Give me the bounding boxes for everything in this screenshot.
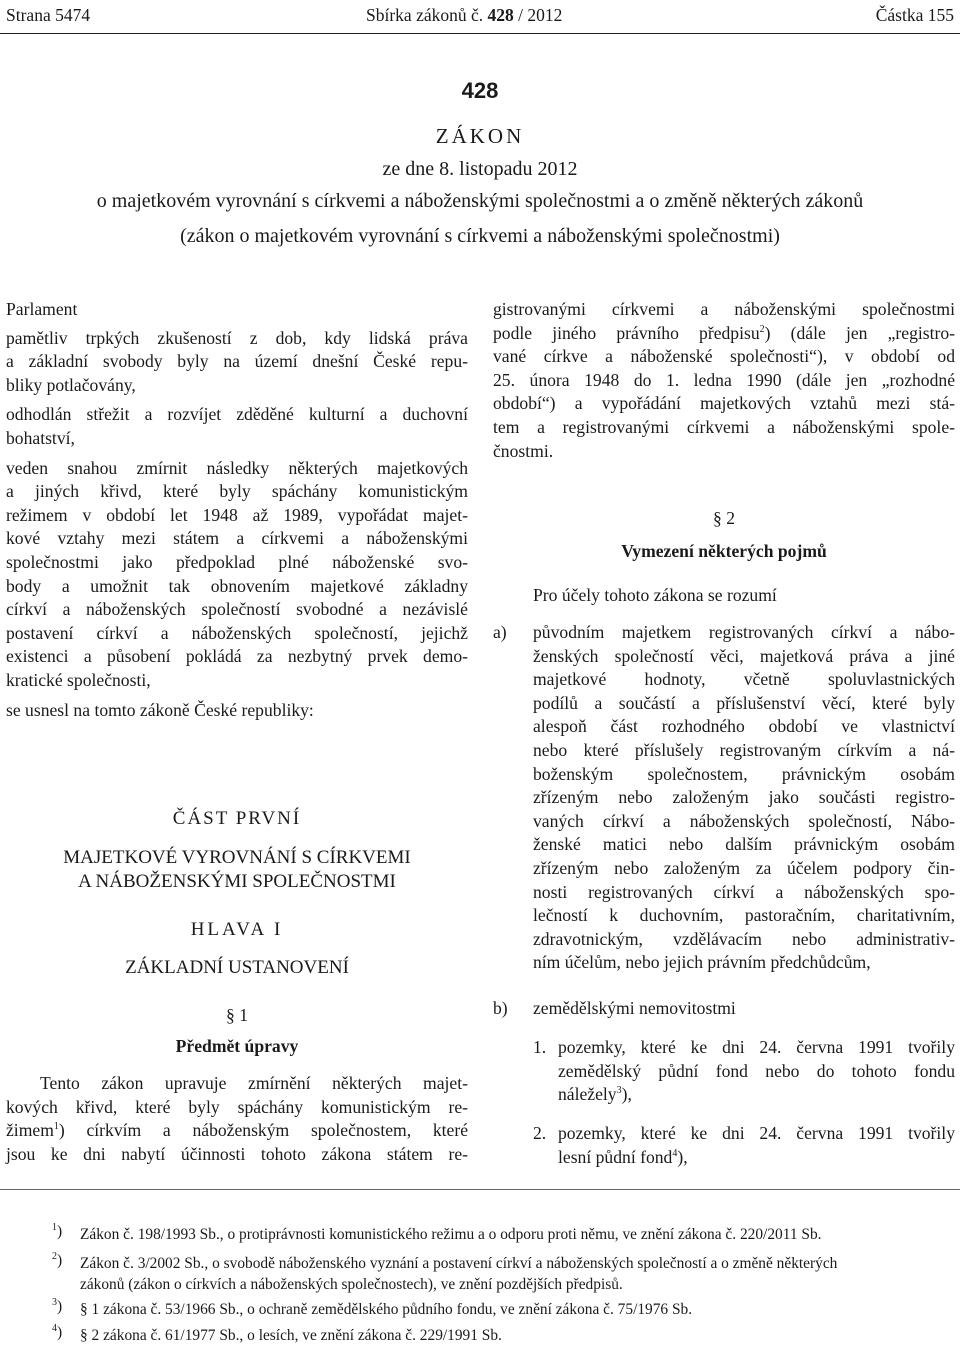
law-kind: ZÁKON — [435, 124, 525, 148]
item-a-label: a) — [493, 622, 507, 642]
text-line: čnostmi. — [493, 440, 554, 461]
collection-prefix: Sbírka zákonů č. — [366, 5, 484, 25]
text-line: alespoň část rozhodného období ve vlastnictví — [533, 716, 955, 737]
text-line: společnostmi jako předpoklad plné náboženské svo- — [6, 551, 468, 572]
text-line: období“) a vypořádání majetkových vztahů mezi stá- — [493, 393, 955, 414]
text-line: zřízeným nebo založeným za účelem podpory čin- — [533, 857, 955, 878]
text-line: původním majetkem registrovaných církví a nábo- — [533, 622, 955, 642]
header-rule — [0, 33, 960, 34]
text-line: 25. února 1948 do 1. ledna 1990 (dále jen „rozhodné — [493, 369, 955, 390]
footnote-text — [80, 1325, 502, 1346]
text-line: zřízeným nebo založeným jako součásti registro- — [533, 787, 955, 808]
footnote-ref-text: Zákon č. 3/2002 Sb., — [80, 1255, 209, 1272]
left-column — [6, 298, 468, 722]
footnote-ref-text: Zákon č. 198/1993 Sb., — [80, 1226, 224, 1243]
text-line: vaných církví a náboženských společností, Nábo- — [533, 810, 955, 831]
text-fragment: žimem — [6, 1120, 54, 1141]
text-line: a základní svobody byly na území dnešní České repu- — [6, 351, 468, 372]
text-line: pamětliv trpkých zkušeností z dob, kdy lidská práva — [6, 327, 468, 348]
text-line: ženských společností věci, majetková práva a jiné — [533, 645, 955, 666]
text-line: a jiných křivd, které byly spáchány komunistickým — [6, 481, 468, 502]
text-line: body a umožnit tak obnovením majetkové základny — [6, 575, 468, 596]
footnote-number: 3 — [52, 1296, 57, 1308]
text-line: církví a náboženských společností svobodné a nezávislé — [6, 599, 468, 620]
collection-year: / 2012 — [518, 5, 563, 25]
preamble-para-3 — [6, 457, 468, 693]
law-date: ze dne 8. listopadu 2012 — [382, 158, 578, 180]
footnote-ref-text: § 1 zákona č. 53/1966 Sb., — [80, 1301, 244, 1318]
footnote-body: o svobodě náboženského vyznání a postavení církví a náboženských společností a o změně některých — [212, 1255, 838, 1272]
text-line: majetkové hodnoty, včetně spoluvlastnických — [533, 669, 955, 690]
text-line: jsou ke dni nabytí účinnosti tohoto zákona státem re- — [6, 1143, 468, 1164]
footnote-ref: 3 — [616, 1085, 622, 1097]
law-number: 428 — [461, 78, 499, 103]
text-line — [493, 322, 955, 346]
text-line: bliky potlačovány, — [6, 374, 136, 395]
footnote-ref: 2 — [759, 323, 765, 335]
footnote-body: o ochraně zemědělského půdního fondu, ve znění zákona č. 75/1976 Sb. — [247, 1301, 693, 1318]
footnote-ref-text: § 2 zákona č. 61/1977 Sb., — [80, 1327, 244, 1344]
item-a-text — [533, 621, 955, 975]
section-1-title: Předmět úpravy — [175, 1036, 299, 1056]
text-line: boženským společnostem, právnickým osobám — [533, 763, 955, 784]
text-line: pozemky, které ke dni 24. června 1991 tvořily — [558, 1037, 955, 1057]
text-line: kových křivd, které byly spáchány komunistickým re- — [6, 1096, 468, 1117]
item-a — [493, 621, 955, 991]
text-line: postavení církví a náboženských společností, jejichž — [6, 622, 468, 643]
text-fragment: ) církvím a náboženským společnostem, které — [58, 1120, 468, 1141]
text-line: lečností k duchovním, pastoračním, charitativním, — [533, 905, 955, 926]
footnote-number: 4 — [52, 1322, 57, 1334]
section-2-title: Vymezení některých pojmů — [621, 541, 827, 561]
text-line: vané církve a náboženské společnosti“), v období od — [493, 346, 955, 367]
text-fragment: náležely — [558, 1084, 617, 1105]
section-1-text — [6, 1072, 468, 1166]
footnote-number: 1 — [52, 1221, 57, 1233]
collection-title — [366, 5, 562, 26]
text-line: odhodlán střežit a rozvíjet zděděné kulturní a duchovní — [6, 404, 468, 425]
text-fragment: ) (dále jen „registro- — [764, 322, 956, 343]
law-title: o majetkovém vyrovnání s církvemi a náboženskými společnostmi a o změně některých zákonů — [96, 190, 864, 212]
text-line: ženské matici nebo dalším právnickým osobám — [533, 834, 955, 855]
footnote-mark: $^4$) — [52, 1322, 63, 1341]
text-line: režimem v období let 1948 až 1989, vypořádat majet- — [6, 504, 468, 525]
footnote-number: 2 — [52, 1250, 57, 1262]
text-line: zemědělský půdní fond nebo do tohoto fondu — [558, 1060, 955, 1081]
subitem-1-label: 1. — [533, 1037, 547, 1057]
part-title — [6, 846, 468, 894]
head-heading: HLAVA I — [190, 919, 284, 940]
footnote-body-line2: zákonů (zákon o církvích a náboženských společnostech), ve znění pozdějších předpisů. — [80, 1276, 623, 1293]
part-title-line: MAJETKOVÉ VYROVNÁNÍ S CÍRKVEMI — [63, 847, 411, 868]
text-line: existenci a působení pokládá za nezbytný prvek demo- — [6, 646, 468, 667]
part-number: Částka 155 — [875, 5, 954, 25]
preamble-para-1 — [6, 327, 468, 398]
section-2-mark: § 2 — [713, 508, 735, 528]
text-line: veden snahou zmírnit následky některých majetkových — [6, 457, 468, 478]
text-fragment: lesní půdní fond — [558, 1146, 673, 1167]
subitem-2 — [533, 1122, 955, 1174]
text-fragment: ), — [621, 1084, 632, 1105]
footnote-rule — [0, 1189, 960, 1190]
footnote-text — [80, 1253, 837, 1274]
footnote-text — [80, 1299, 692, 1320]
text-line: Tento zákon upravuje zmírnění některých majet- — [40, 1073, 468, 1093]
text-line: bohatství, — [6, 427, 75, 448]
law-short-title: (zákon o majetkovém vyrovnání s církvemi a náboženskými společnostmi) — [180, 225, 780, 247]
footnote-ref: 1 — [53, 1121, 59, 1133]
footnote-text — [80, 1224, 821, 1245]
subitem-2-text — [558, 1122, 955, 1169]
text-line — [6, 1119, 468, 1143]
enacting-formula: se usnesl na tomto zákoně České republiky: — [6, 699, 314, 720]
text-line: gistrovanými církvemi a náboženskými společnostmi — [493, 299, 955, 319]
text-line — [558, 1146, 955, 1170]
text-line — [558, 1083, 955, 1107]
text-fragment: ), — [677, 1146, 688, 1167]
text-line: podílů a součástí a příslušenství věcí, které byly — [533, 692, 955, 713]
text-line: tem a registrovanými církvemi a náboženskými spole- — [493, 416, 955, 437]
subitem-1-text — [558, 1036, 955, 1107]
text-line: ním účelům, nebo jejich právním předchůdcům, — [533, 952, 871, 973]
text-line: pozemky, které ke dni 24. června 1991 tvořily — [558, 1123, 955, 1143]
text-line: zdravotnickým, vzdělávacím nebo administrativ- — [533, 928, 955, 949]
part-title-line: A NÁBOŽENSKÝMI SPOLEČNOSTMI — [78, 871, 396, 892]
subitem-2-label: 2. — [533, 1123, 547, 1143]
text-line: kové vztahy mezi státem a církvemi a náboženskými — [6, 528, 468, 549]
right-column-continuation — [493, 298, 955, 463]
item-b — [493, 997, 955, 1023]
footnote-body: o protiprávnosti komunistického režimu a o odporu proti němu, ve znění zákona č. 220/2011 Sb. — [227, 1226, 822, 1243]
preamble-para-2 — [6, 403, 468, 450]
section-1-mark: § 1 — [226, 1005, 248, 1025]
text-line: kratické společnosti, — [6, 669, 151, 690]
footnote-mark: $^2$) — [52, 1250, 63, 1269]
text-fragment: podle jiného právního předpisu — [493, 322, 760, 343]
preamble-parlament: Parlament — [6, 299, 78, 319]
item-b-label: b) — [493, 998, 508, 1018]
collection-law-number: 428 — [487, 5, 514, 25]
item-b-text: zemědělskými nemovitostmi — [533, 998, 736, 1018]
part-heading: ČÁST PRVNÍ — [172, 808, 302, 829]
subitem-1 — [533, 1036, 955, 1116]
footnote-body: o lesích, ve znění zákona č. 229/1991 Sb. — [247, 1327, 502, 1344]
head-title: ZÁKLADNÍ USTANOVENÍ — [125, 957, 349, 978]
footnote-mark: $^1$) — [52, 1221, 63, 1240]
footnote-ref: 4 — [672, 1147, 678, 1159]
section-2-intro: Pro účely tohoto zákona se rozumí — [533, 585, 777, 605]
text-line: nebo které příslušely registrovaným církvím a ná- — [533, 739, 955, 760]
footnote-mark: $^3$) — [52, 1296, 63, 1315]
text-line: nosti registrovaných církví a náboženských spo- — [533, 881, 955, 902]
running-header — [0, 0, 960, 32]
page-number: Strana 5474 — [6, 5, 91, 25]
